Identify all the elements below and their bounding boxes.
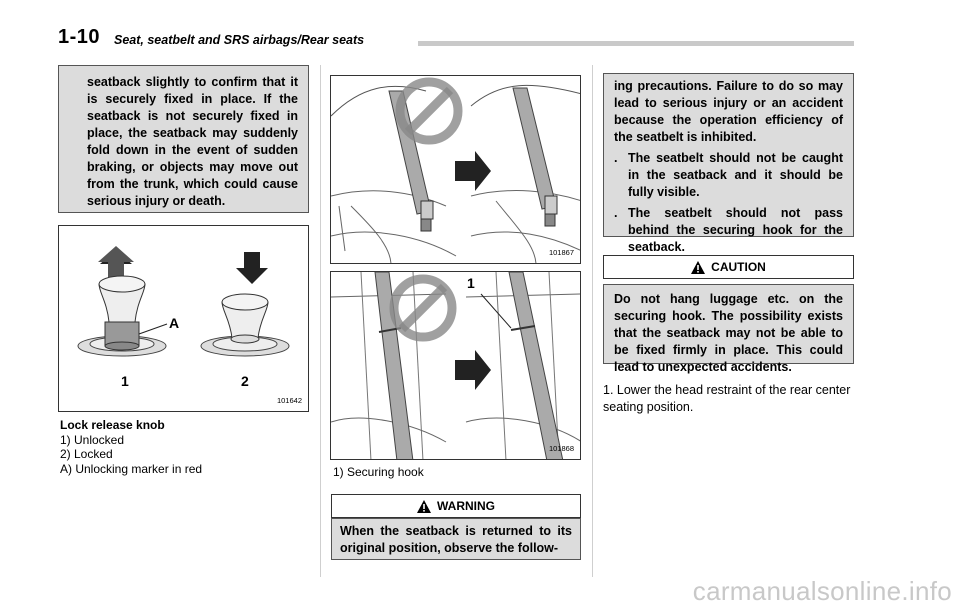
caution-heading — [603, 255, 854, 279]
warning-heading — [331, 494, 581, 518]
warning-label: WARNING — [437, 499, 495, 513]
arrow-up-icon — [98, 246, 134, 280]
arrow-right-icon — [455, 151, 491, 191]
bullet-text: The seatbelt should not pass behind the securing hook for the seatback. — [628, 206, 843, 254]
warning-box-continued — [58, 65, 309, 213]
bullet-text: The seatbelt should not be caught in the seatback and it should be fully visible. — [628, 151, 843, 199]
figure-code: 101867 — [548, 248, 574, 257]
bullet-symbol: . — [614, 151, 618, 165]
column-divider — [592, 65, 593, 577]
arrow-right-icon — [455, 350, 491, 390]
seatbelt-illustration-top — [331, 76, 581, 264]
step-text: 1. Lower the head restraint of the rear center seating position. — [603, 383, 851, 414]
caption-item: A) Unlocking marker in red — [60, 461, 203, 476]
warning-text: ing precautions. Failure to do so may lead to serious injury or an accident because the operation efficiency of the seatbelt is inhibited. — [614, 79, 843, 144]
seatbelt-figure-bottom — [330, 271, 581, 460]
seatbelt-figure-top — [330, 75, 581, 264]
warning-text: When the seatback is returned to its original position, observe the follow- — [340, 524, 572, 555]
label-a: A — [169, 315, 180, 331]
column-divider — [320, 65, 321, 577]
seatbelt-illustration-bottom — [331, 272, 581, 460]
figure-caption — [333, 465, 581, 480]
caution-box — [603, 284, 854, 374]
warning-box-continued — [603, 73, 854, 254]
page-number: 1-10 — [58, 26, 101, 48]
caption-item: 1) Securing hook — [333, 465, 424, 479]
warning-icon — [691, 261, 705, 274]
lock-release-knob-figure — [58, 225, 309, 412]
caption-title: Lock release knob — [60, 418, 165, 432]
warning-text: seatback slightly to confirm that it is securely fixed in place. If the seatback is not securely fixed in place, the seatback may suddenly fold down in the event of sudden braking, or objects may move out from the trunk, which could cause serious injury or death. — [87, 75, 298, 208]
caption-item: 1) Unlocked — [60, 432, 125, 447]
label-securing-hook: 1 — [467, 275, 475, 291]
figure-caption — [60, 418, 310, 476]
bullet-symbol: . — [614, 206, 618, 220]
knob-locked — [201, 294, 289, 356]
header-rule — [418, 41, 854, 46]
warning-icon — [417, 500, 431, 513]
prohibited-icon — [400, 82, 458, 140]
figure-code: 101642 — [276, 396, 302, 405]
warning-bullet — [614, 205, 843, 256]
caution-text: Do not hang luggage etc. on the securing hook. The possibility exists that the seatback may not be able to be fixed firmly in place. This could lead to unexpected accidents. — [614, 292, 843, 374]
caption-item: 2) Locked — [60, 447, 113, 461]
caution-label: CAUTION — [711, 260, 766, 274]
watermark: carmanualsonline.info — [692, 576, 952, 606]
warning-bullet — [614, 150, 843, 201]
label-locked: 2 — [241, 373, 249, 389]
section-title: Seat, seatbelt and SRS airbags/Rear seats — [114, 33, 365, 47]
page-header — [58, 26, 854, 48]
knob-illustration — [59, 226, 309, 412]
knob-unlocked — [78, 276, 166, 356]
arrow-down-icon — [236, 252, 268, 284]
label-unlocked: 1 — [121, 373, 129, 389]
warning-box — [331, 518, 581, 560]
figure-code: 101868 — [548, 444, 574, 453]
